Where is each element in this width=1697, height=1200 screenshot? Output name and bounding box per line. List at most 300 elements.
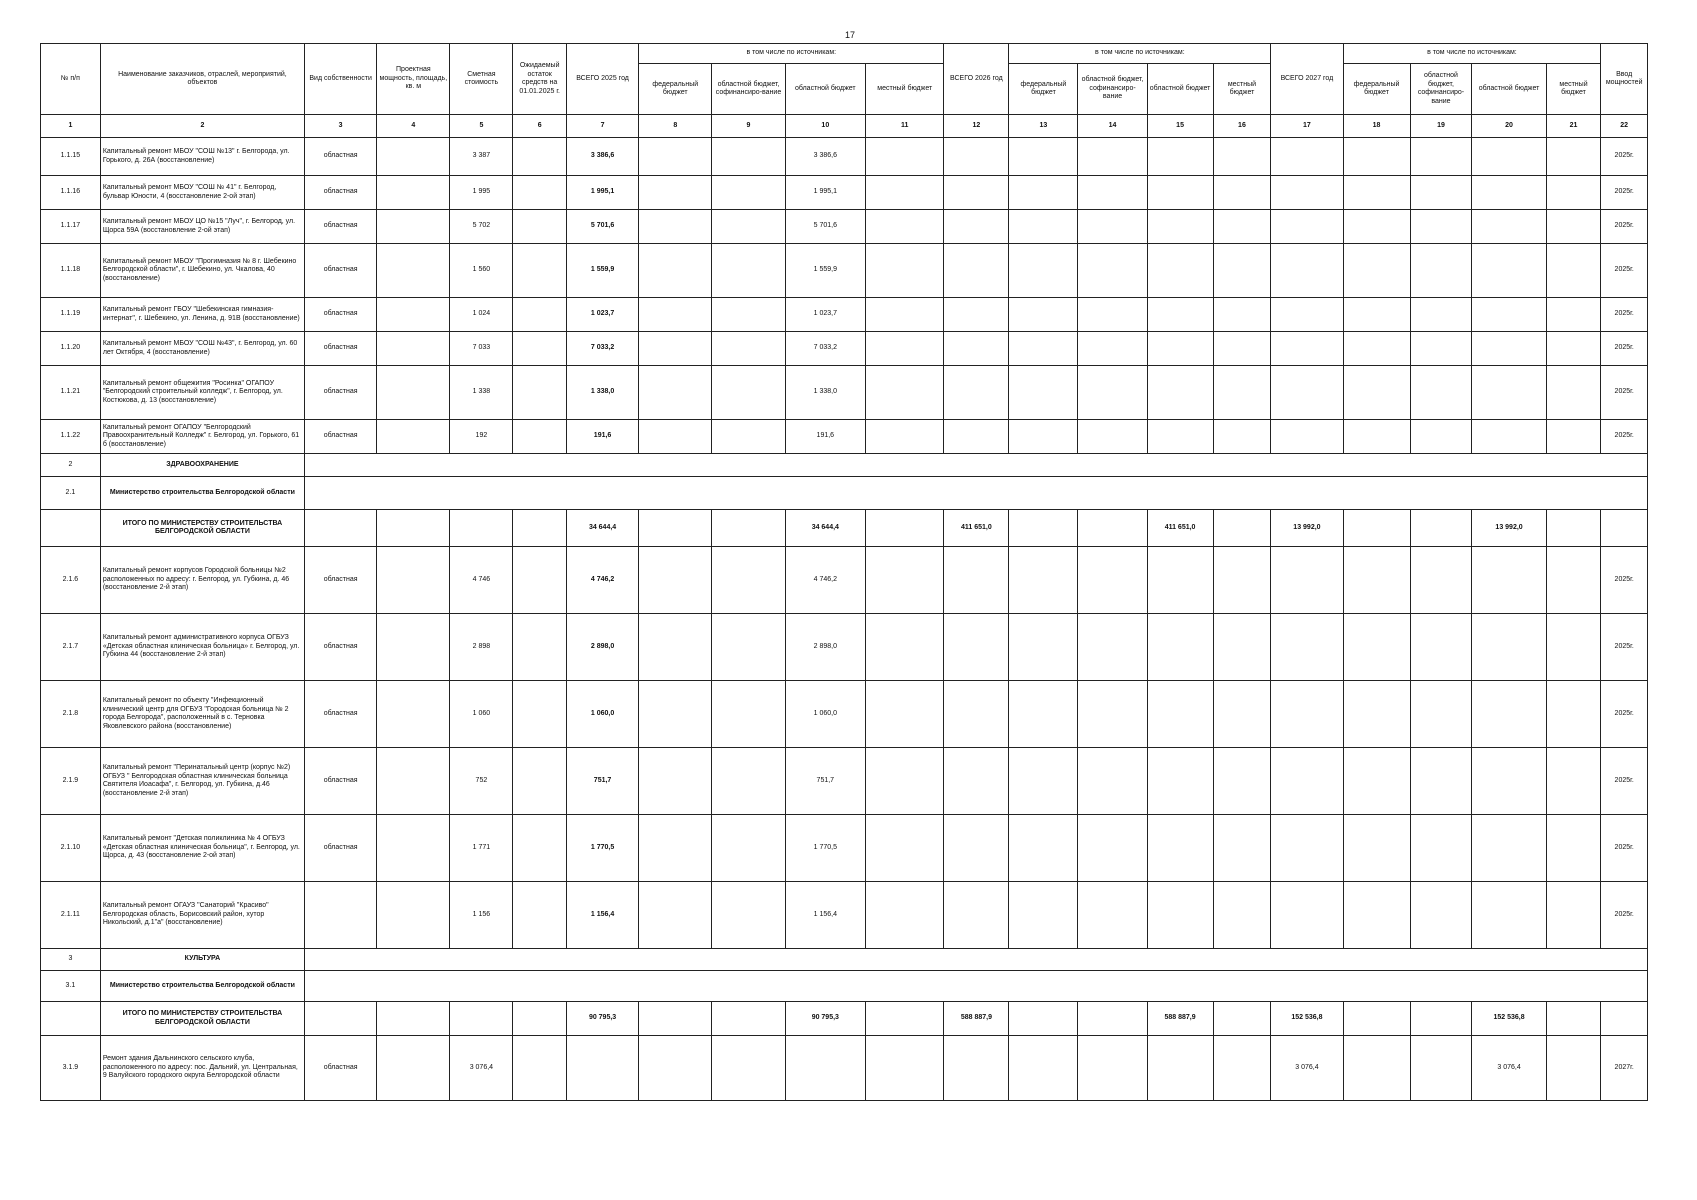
table-cell (513, 420, 567, 454)
table-cell (944, 298, 1009, 332)
table-cell (377, 1002, 450, 1036)
column-number: 2 (100, 115, 304, 138)
table-cell: областная (305, 366, 377, 420)
table-cell (944, 366, 1009, 420)
table-cell (1271, 298, 1343, 332)
table-cell: областная (305, 547, 377, 614)
table-cell (944, 815, 1009, 882)
table-cell: 2025г. (1601, 882, 1648, 949)
table-cell: 2025г. (1601, 366, 1648, 420)
table-cell (1546, 1036, 1601, 1101)
column-number: 7 (566, 115, 638, 138)
header-federal-2025: федеральный бюджет (639, 64, 712, 115)
table-cell: 2 898,0 (566, 614, 638, 681)
table-cell (639, 298, 712, 332)
table-cell (1546, 510, 1601, 547)
table-cell (566, 1036, 638, 1101)
table-cell: 3 386,6 (785, 138, 865, 176)
table-cell: 4 746,2 (785, 547, 865, 614)
table-row (41, 366, 1648, 420)
column-number: 15 (1147, 115, 1213, 138)
table-cell (1343, 815, 1410, 882)
header-expected-balance: Ожидаемый остаток средств на 01.01.2025 г. (513, 44, 567, 115)
column-number: 13 (1009, 115, 1078, 138)
table-cell (1078, 882, 1147, 949)
table-cell: 1 023,7 (785, 298, 865, 332)
table-cell (1271, 366, 1343, 420)
table-cell (1213, 614, 1271, 681)
total-value: 152 536,8 (1271, 1002, 1343, 1036)
table-cell (1343, 882, 1410, 949)
table-cell (1410, 547, 1472, 614)
table-cell (1472, 681, 1546, 748)
table-cell (639, 614, 712, 681)
table-cell (1472, 614, 1546, 681)
table-cell (866, 815, 944, 882)
table-cell: областная (305, 681, 377, 748)
table-cell: 1 771 (450, 815, 513, 882)
table-cell (944, 244, 1009, 298)
table-cell (1472, 748, 1546, 815)
ministry-name: Министерство строительства Белгородской области (100, 477, 304, 510)
table-cell: 2025г. (1601, 210, 1648, 244)
object-name: Ремонт здания Дальнинского сельского клуба, расположенного по адресу: пос. Дальний, ул. Центральная, 9 Валуйского городского округа Белгородской области (100, 1036, 304, 1101)
row-number: 3.1 (41, 971, 101, 1002)
table-cell (712, 547, 785, 614)
table-cell (1546, 176, 1601, 210)
table-cell (513, 681, 567, 748)
table-cell (1410, 420, 1472, 454)
table-cell (944, 748, 1009, 815)
table-cell (1147, 882, 1213, 949)
table-cell (1472, 210, 1546, 244)
table-cell: 2025г. (1601, 815, 1648, 882)
table-cell (1472, 244, 1546, 298)
table-cell (377, 1036, 450, 1101)
table-cell: 2025г. (1601, 244, 1648, 298)
table-cell (866, 681, 944, 748)
table-cell (1343, 510, 1410, 547)
table-cell (712, 882, 785, 949)
table-cell (1271, 614, 1343, 681)
header-federal-2027: федеральный бюджет (1343, 64, 1410, 115)
object-name: Капитальный ремонт ГБОУ "Шебекинская гимназия-интернат", г. Шебекино, ул. Ленина, д. 91В (восстановление) (100, 298, 304, 332)
table-cell (639, 420, 712, 454)
object-name: Капитальный ремонт МБОУ "СОШ № 41" г. Белгород, бульвар Юности, 4 (восстановление 2-ой этап) (100, 176, 304, 210)
table-cell (866, 1036, 944, 1101)
table-cell (1271, 138, 1343, 176)
table-cell (513, 1002, 567, 1036)
table-cell: 1 156,4 (785, 882, 865, 949)
column-number: 6 (513, 115, 567, 138)
table-cell (1213, 366, 1271, 420)
table-row (41, 547, 1648, 614)
table-cell (1546, 1002, 1601, 1036)
table-cell (1009, 176, 1078, 210)
table-cell (1213, 210, 1271, 244)
table-cell: 2 898 (450, 614, 513, 681)
header-name: Наименование заказчиков, отраслей, мероприятий, объектов (100, 44, 304, 115)
table-cell (450, 1002, 513, 1036)
table-cell: 192 (450, 420, 513, 454)
table-cell (513, 244, 567, 298)
table-cell (712, 510, 785, 547)
table-cell: областная (305, 332, 377, 366)
table-cell (1009, 614, 1078, 681)
header-local-2027: местный бюджет (1546, 64, 1601, 115)
table-cell (1009, 681, 1078, 748)
table-cell (1546, 547, 1601, 614)
table-cell: 7 033 (450, 332, 513, 366)
row-number: 2.1.8 (41, 681, 101, 748)
table-cell (712, 815, 785, 882)
table-cell (1601, 510, 1648, 547)
table-cell: 2 898,0 (785, 614, 865, 681)
table-cell: 2025г. (1601, 332, 1648, 366)
table-row (41, 138, 1648, 176)
total-value: 90 795,3 (785, 1002, 865, 1036)
table-cell (866, 244, 944, 298)
total-value: 411 651,0 (944, 510, 1009, 547)
table-cell (866, 547, 944, 614)
total-value: 13 992,0 (1271, 510, 1343, 547)
table-cell (1147, 332, 1213, 366)
table-cell (1009, 748, 1078, 815)
table-cell (1078, 510, 1147, 547)
row-number: 2 (41, 454, 101, 477)
table-cell: 2025г. (1601, 748, 1648, 815)
table-cell (944, 332, 1009, 366)
table-cell: 1 060,0 (566, 681, 638, 748)
table-row (41, 420, 1648, 454)
object-name: Капитальный ремонт по объекту "Инфекционный клинический центр для ОГБУЗ "Городская больница № 2 города Белгорода", расположенный в с. Терновка Яковлевского района (восстановление) (100, 681, 304, 748)
table-cell: 752 (450, 748, 513, 815)
table-row (41, 244, 1648, 298)
table-cell: областная (305, 815, 377, 882)
header-total-2026: ВСЕГО 2026 год (944, 44, 1009, 115)
table-cell (1147, 815, 1213, 882)
table-row (41, 1036, 1648, 1101)
table-cell (1213, 815, 1271, 882)
row-number: 1.1.18 (41, 244, 101, 298)
object-name: Капитальный ремонт ОГАУЗ "Санаторий "Красиво" Белгородская область, Борисовский район, хутор Никольский, д.1"а" (восстановление) (100, 882, 304, 949)
table-cell (944, 1036, 1009, 1101)
table-cell (944, 176, 1009, 210)
ministry-row (41, 477, 1648, 510)
table-cell (1213, 244, 1271, 298)
table-cell (513, 547, 567, 614)
table-cell (639, 815, 712, 882)
table-cell (305, 1002, 377, 1036)
table-cell (1147, 138, 1213, 176)
table-cell (866, 1002, 944, 1036)
table-cell: 1 770,5 (785, 815, 865, 882)
table-cell (1343, 681, 1410, 748)
table-cell (513, 882, 567, 949)
table-cell (1213, 748, 1271, 815)
column-number: 12 (944, 115, 1009, 138)
table-cell: 1 338 (450, 366, 513, 420)
table-cell: областная (305, 210, 377, 244)
row-number: 2.1.6 (41, 547, 101, 614)
table-cell (1343, 1036, 1410, 1101)
table-cell: 5 701,6 (785, 210, 865, 244)
table-cell (944, 210, 1009, 244)
table-cell (513, 210, 567, 244)
table-cell (1078, 815, 1147, 882)
table-cell (377, 815, 450, 882)
table-cell (1078, 547, 1147, 614)
table-cell (513, 1036, 567, 1101)
row-number: 3.1.9 (41, 1036, 101, 1101)
table-cell (1343, 244, 1410, 298)
table-cell (1410, 298, 1472, 332)
table-cell (1546, 244, 1601, 298)
table-cell (712, 366, 785, 420)
total-label: ИТОГО ПО МИНИСТЕРСТВУ СТРОИТЕЛЬСТВА БЕЛГОРОДСКОЙ ОБЛАСТИ (100, 1002, 304, 1036)
table-cell (1472, 138, 1546, 176)
column-number-row (41, 115, 1648, 138)
header-total-2027: ВСЕГО 2027 год (1271, 44, 1343, 115)
table-cell (41, 1002, 101, 1036)
table-cell: областная (305, 748, 377, 815)
table-row (41, 332, 1648, 366)
table-cell (1009, 815, 1078, 882)
header-number: № п/п (41, 44, 101, 115)
table-cell (1343, 298, 1410, 332)
object-name: Капитальный ремонт корпусов Городской больницы №2 расположенных по адресу: г. Белгород, ул. Губкина, д. 46 (восстановление 2-й этап) (100, 547, 304, 614)
table-cell (1472, 815, 1546, 882)
table-cell (377, 366, 450, 420)
object-name: Капитальный ремонт ОГАПОУ "Белгородский Правоохранительный Колледж" г. Белгород, ул. Горького, 61 б (восстановление) (100, 420, 304, 454)
table-cell (785, 1036, 865, 1101)
investment-program-table (40, 43, 1648, 1101)
table-cell (1009, 366, 1078, 420)
table-cell: 3 076,4 (1472, 1036, 1546, 1101)
table-cell (1213, 1002, 1271, 1036)
object-name: Капитальный ремонт МБОУ ЦО №15 "Луч", г. Белгород, ул. Щорса 59А (восстановление 2-ой этап) (100, 210, 304, 244)
table-cell: 751,7 (566, 748, 638, 815)
table-cell (1213, 176, 1271, 210)
table-cell: 2027г. (1601, 1036, 1648, 1101)
table-cell (1009, 1036, 1078, 1101)
object-name: Капитальный ремонт МБОУ "Прогимназия № 8 г. Шебекино Белгородской области", г. Шебекино, ул. Чкалова, 40 (восстановление) (100, 244, 304, 298)
table-cell: областная (305, 420, 377, 454)
total-label: ИТОГО ПО МИНИСТЕРСТВУ СТРОИТЕЛЬСТВА БЕЛГОРОДСКОЙ ОБЛАСТИ (100, 510, 304, 547)
table-cell (513, 366, 567, 420)
table-cell: 2025г. (1601, 298, 1648, 332)
table-cell (712, 298, 785, 332)
total-value: 588 887,9 (1147, 1002, 1213, 1036)
header-sources-2026: в том числе по источникам: (1009, 44, 1271, 64)
table-cell (1009, 420, 1078, 454)
header-sources-2025: в том числе по источникам: (639, 44, 944, 64)
row-number: 1.1.21 (41, 366, 101, 420)
table-cell (305, 882, 377, 949)
table-cell (377, 244, 450, 298)
table-cell (1546, 420, 1601, 454)
table-cell: 2025г. (1601, 614, 1648, 681)
table-cell (1078, 138, 1147, 176)
table-cell (1213, 547, 1271, 614)
table-cell (944, 138, 1009, 176)
table-cell: 1 559,9 (566, 244, 638, 298)
total-value: 411 651,0 (1147, 510, 1213, 547)
table-cell: 191,6 (785, 420, 865, 454)
table-cell (1078, 1002, 1147, 1036)
table-cell (1009, 298, 1078, 332)
table-cell (866, 298, 944, 332)
table-cell (1147, 176, 1213, 210)
header-ownership: Вид собственности (305, 44, 377, 115)
column-number: 8 (639, 115, 712, 138)
table-cell (1078, 681, 1147, 748)
table-cell: 5 702 (450, 210, 513, 244)
table-cell: 1 995,1 (566, 176, 638, 210)
table-cell (513, 815, 567, 882)
table-cell (1343, 366, 1410, 420)
table-cell (712, 210, 785, 244)
table-cell (1410, 815, 1472, 882)
table-cell (944, 420, 1009, 454)
table-cell: 3 076,4 (1271, 1036, 1343, 1101)
table-cell (639, 882, 712, 949)
table-cell (1213, 138, 1271, 176)
table-cell (1343, 547, 1410, 614)
table-row (41, 748, 1648, 815)
section-row (41, 454, 1648, 477)
table-cell (1147, 748, 1213, 815)
header-cofinancing-2026: областной бюджет, софинансиро-вание (1078, 64, 1147, 115)
table-cell (1009, 882, 1078, 949)
table-cell: 5 701,6 (566, 210, 638, 244)
empty-span (305, 971, 1648, 1002)
table-cell (712, 748, 785, 815)
header-capacity: Проектная мощность, площадь, кв. м (377, 44, 450, 115)
table-row (41, 815, 1648, 882)
table-cell (513, 298, 567, 332)
table-cell (1601, 1002, 1648, 1036)
table-cell (712, 176, 785, 210)
table-cell: 1 338,0 (785, 366, 865, 420)
total-row (41, 510, 1648, 547)
table-cell (1410, 244, 1472, 298)
table-cell: 7 033,2 (566, 332, 638, 366)
table-cell (377, 420, 450, 454)
column-number: 11 (866, 115, 944, 138)
table-cell (1078, 614, 1147, 681)
table-cell (1410, 1002, 1472, 1036)
table-cell: 4 746 (450, 547, 513, 614)
total-row (41, 1002, 1648, 1036)
header-cofinancing-2025: областной бюджет, софинансиро-вание (712, 64, 785, 115)
table-row (41, 210, 1648, 244)
table-cell (1546, 882, 1601, 949)
table-cell (450, 510, 513, 547)
table-cell (712, 681, 785, 748)
table-cell (1147, 420, 1213, 454)
row-number: 1.1.16 (41, 176, 101, 210)
table-cell (1147, 614, 1213, 681)
header-commissioning: Ввод мощностей (1601, 44, 1648, 115)
table-cell: 2025г. (1601, 681, 1648, 748)
header-local-2025: местный бюджет (866, 64, 944, 115)
table-cell: 1 060,0 (785, 681, 865, 748)
table-cell (1078, 176, 1147, 210)
table-cell (866, 510, 944, 547)
table-cell: 1 156,4 (566, 882, 638, 949)
table-cell (1343, 420, 1410, 454)
column-number: 14 (1078, 115, 1147, 138)
column-number: 10 (785, 115, 865, 138)
ministry-row (41, 971, 1648, 1002)
total-value: 34 644,4 (785, 510, 865, 547)
row-number: 2.1.10 (41, 815, 101, 882)
table-cell (513, 176, 567, 210)
table-cell (1410, 138, 1472, 176)
table-cell (1078, 366, 1147, 420)
table-cell (944, 614, 1009, 681)
table-cell (1546, 681, 1601, 748)
table-cell (1213, 1036, 1271, 1101)
table-cell (1009, 244, 1078, 298)
table-cell (1343, 332, 1410, 366)
table-cell (1546, 614, 1601, 681)
table-cell (1271, 420, 1343, 454)
column-number: 18 (1343, 115, 1410, 138)
table-cell: 1 995 (450, 176, 513, 210)
section-title: КУЛЬТУРА (100, 949, 304, 971)
page-number: 17 (845, 30, 856, 40)
table-cell (513, 614, 567, 681)
table-cell (513, 332, 567, 366)
column-number: 19 (1410, 115, 1472, 138)
table-cell (377, 210, 450, 244)
table-cell (639, 510, 712, 547)
table-cell (1410, 681, 1472, 748)
total-value: 90 795,3 (566, 1002, 638, 1036)
table-cell (1472, 882, 1546, 949)
table-cell (377, 176, 450, 210)
table-cell (944, 547, 1009, 614)
table-cell (1271, 332, 1343, 366)
table-cell (1410, 366, 1472, 420)
table-cell (866, 138, 944, 176)
section-title: ЗДРАВООХРАНЕНИЕ (100, 454, 304, 477)
table-cell (1343, 1002, 1410, 1036)
table-cell (712, 614, 785, 681)
table-cell (639, 244, 712, 298)
table-cell (712, 332, 785, 366)
table-cell: областная (305, 244, 377, 298)
table-cell (712, 138, 785, 176)
table-cell: 3 076,4 (450, 1036, 513, 1101)
table-cell (1546, 298, 1601, 332)
table-cell (1078, 244, 1147, 298)
table-cell (377, 298, 450, 332)
table-cell (1271, 748, 1343, 815)
table-cell (639, 138, 712, 176)
table-cell (1009, 510, 1078, 547)
table-cell (1472, 547, 1546, 614)
table-cell (866, 614, 944, 681)
column-number: 5 (450, 115, 513, 138)
table-cell (639, 332, 712, 366)
row-number: 1.1.20 (41, 332, 101, 366)
table-cell: 1 024 (450, 298, 513, 332)
table-row (41, 681, 1648, 748)
table-cell (377, 748, 450, 815)
